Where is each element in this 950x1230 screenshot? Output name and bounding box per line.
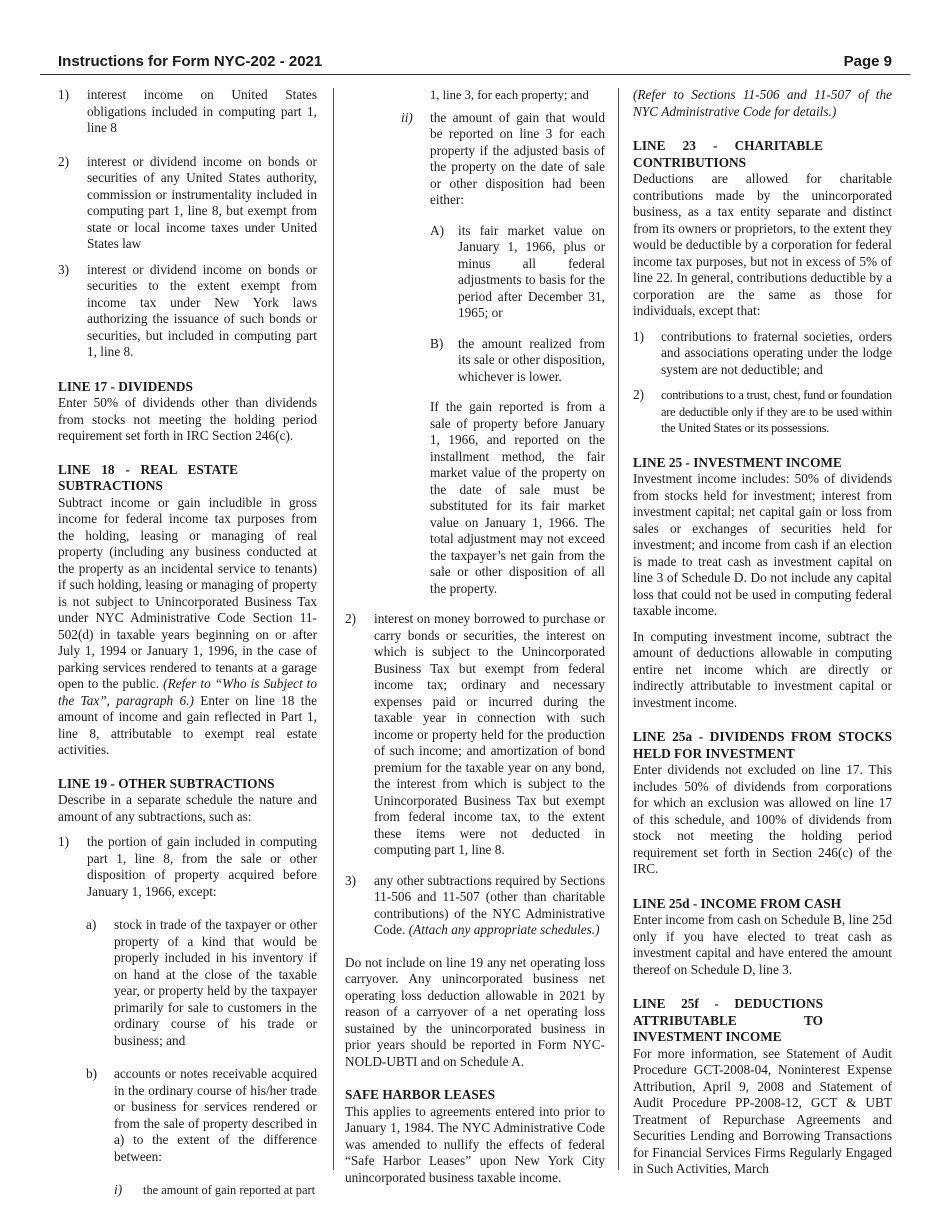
list-number: 3) (345, 872, 357, 888)
list-text: the amount of gain that would be reported on line 3 for each property if the adjusted basis of the property on the date of sale or other disposition had been either: (430, 109, 605, 207)
list-item (58, 154, 317, 253)
column-1 (58, 87, 317, 1199)
column-divider-1 (333, 88, 334, 1170)
list-text: the amount realized from its sale or other disposition, whichever is lower. (458, 335, 605, 384)
list-item (58, 834, 317, 900)
list-text: contributions to a trust, chest, fund or foundation are deductible only if they are to be used within the United States or its possessions. (661, 388, 892, 435)
list-number: 1) (58, 834, 70, 849)
document-title: Instructions for Form NYC-202 - 2021 (58, 53, 323, 70)
list-number: 2) (633, 387, 645, 402)
nol-note: Do not include on line 19 any net operating loss carryover. Any unincorporated business net operating loss deduction allowable in 2021 by reason of a carryover of a net operating loss sustained by the unincorporated business in prior years should be reported in Form NYC-NOLD-UBTI and on Schedule A. (345, 954, 605, 1069)
page-number: Page 9 (843, 53, 892, 70)
line19-text: Describe in a separate schedule the nature and amount of any subtractions, such as: (58, 792, 317, 824)
list-continuation: 1, line 3, for each property; and (430, 88, 589, 102)
list-text: accounts or notes receivable acquired in the ordinary course of his/her trade or business for services rendered or from the sale of property described in a) to the extent of the difference between: (114, 1066, 317, 1164)
list-number: a) (86, 917, 97, 932)
line18-heading: LINE 18 - REAL ESTATE SUBTRACTIONS (58, 461, 238, 493)
list-text: contributions to fraternal societies, orders and associations operating under the lodge system are not deductible; and (661, 328, 892, 377)
header-rule (40, 74, 910, 75)
installment-note: If the gain reported is from a sale of property before January 1, 1966, and reported on the installment method, the fair market value of the property on the date of sale must be substituted for its fair market value on January 1, 1966. The total adjustment may not exceed the taxpayer’s net gain from the sale or other disposition of all the property. (430, 399, 605, 596)
list-item (345, 110, 605, 209)
line25-text: Investment income includes: 50% of dividends from stocks held for investment; interest from investment capital; net capital gain or loss from sales or exchanges of securities held for investment; and income from cash if an election is made to treat cash as investment capital on line 3 of Schedule D. Do not include any capital loss that could not be used in computing federal taxable income. (633, 471, 892, 618)
list-text: interest income on United States obligations included in computing part 1, line 8 (87, 87, 317, 135)
list-item (58, 917, 317, 1049)
list-item (633, 387, 892, 437)
refer-note: (Refer to Sections 11-506 and 11-507 of the NYC Administrative Code for details.) (633, 87, 892, 119)
list-text: stock in trade of the taxpayer or other property of a kind that would be properly included in his inventory if on hand at the close of the taxable year, or property held by the taxpayer primarily for sale to customers in the ordinary course of his trade or business; and (114, 917, 317, 1048)
list-number: 2) (345, 611, 357, 626)
line25f-text: For more information, see Statement of Audit Procedure GCT-2008-04, Noninterest Expense Attribution, April 9, 2008 and Statement of Audit Procedure PP-2008-12, GCT & UBT Treatment of Repurchase Agreements and Securities Lending and Borrowing Transactions for Financial Services Firms Regularly Engaged in Such Activities, March (633, 1045, 892, 1176)
line17-heading: LINE 17 - DIVIDENDS (58, 378, 193, 394)
list-text: its fair market value on January 1, 1966, plus or minus all federal adjustments to basis for the period after December 31, 1965; or (458, 222, 605, 320)
list-item (345, 223, 605, 322)
column-3 (633, 87, 892, 1178)
line25-heading: LINE 25 - INVESTMENT INCOME (633, 454, 842, 470)
line18-text: Subtract income or gain includible in gross income for federal income tax purposes from the holding, leasing or managing of real property (including any business conducted at the property as an incidental service to tenants) if such holding, leasing or managing of property is not subject to Unincorporated Business Tax under NYC Administrative Code Section 11-502(d) in taxable years beginning on or after July 1, 1994 or January 1, 1996, in the case of parking services rendered to tenants at a garage open to the public. (Refer to “Who is Subject to the Tax”, paragraph 6.) Enter on line 18 the amount of income and gain reflected in Part 1, line 8, attributable to exempt real estate activities. (58, 494, 318, 757)
list-text: the portion of gain included in computing part 1, line 8, from the sale or other disposition of property acquired before January 1, 1966, except: (87, 834, 317, 899)
line17-text: Enter 50% of dividends other than dividends from stocks not meeting the holding period requirement set forth in IRC Section 246(c). (58, 395, 317, 443)
list-number: b) (86, 1066, 98, 1081)
list-item (58, 87, 317, 137)
line25f-heading: LINE 25f - DEDUCTIONS ATTRIBUTABLE TO INVESTMENT INCOME (633, 996, 823, 1044)
list-text: interest or dividend income on bonds or securities of any United States authority, commission or instrumentality included in computing part 1, line 8, but exempt from state or local income taxes under United States law (87, 153, 317, 251)
list-number: 1) (58, 87, 70, 102)
line25a-heading: LINE 25a - DIVIDENDS FROM STOCKS HELD FOR INVESTMENT (633, 729, 892, 761)
safe-harbor-heading: SAFE HARBOR LEASES (345, 1087, 495, 1102)
column-2 (345, 87, 605, 1186)
line25-text-2: In computing investment income, subtract the amount of deductions allowable in computing entire net income which are directly or indirectly attributable to investment capital or investment income. (633, 628, 892, 710)
list-number: ii) (401, 109, 413, 125)
list-item (345, 873, 605, 939)
list-item (58, 262, 317, 361)
line23-text: Deductions are allowed for charitable contributions made by the unincorporated business, as a tax entity separate and distinct from its owners or proprietors, to the extent they would be deductible by a corporation for federal income tax purposes, but not in excess of 5% of line 22. In general, contributions deductible by a corporation are the same as those for individuals, except that: (633, 171, 892, 318)
list-number: 1) (633, 328, 645, 344)
list-number: 3) (58, 261, 70, 277)
list-text: the amount of gain reported at part (143, 1183, 316, 1197)
line25a-text: Enter dividends not excluded on line 17. This includes 50% of dividends from corporations for which an exclusion was allowed on line 17 of this schedule, and 100% of dividends from stock not meeting the holding period requirement set forth in Section 246(c) of the IRC. (633, 762, 892, 876)
page-header (58, 52, 892, 74)
list-number: B) (430, 335, 444, 351)
line19-heading: LINE 19 - OTHER SUBTRACTIONS (58, 775, 275, 791)
line25d-text: Enter income from cash on Schedule B, line 25d only if you have elected to treat cash as investment capital and have entered the amount thereof on Schedule D, line 3. (633, 912, 892, 977)
list-item (345, 611, 605, 859)
list-text: interest on money borrowed to purchase or carry bonds or securities, the interest on which is subject to the Unincorporated Business Tax but exempt from federal income tax; ordinary and necessary expenses paid or incurred during the taxable year in connection with such income or property held for the production of such income; and amortization of bond premium for the taxable year on any bond, the interest from which is subject to the Unincorporated Business Tax but exempt from federal income tax, to the extent these items were not deducted in computing part 1, line 8. (374, 611, 605, 857)
column-divider-2 (618, 88, 619, 1170)
list-text: any other subtractions required by Sections 11-506 and 11-507 (other than charitable contributions) of the NYC Administrative Code. (Attach any appropriate schedules.) (374, 872, 605, 937)
list-item (58, 1182, 317, 1199)
list-item (345, 336, 605, 386)
list-item (58, 1066, 317, 1165)
list-text: interest or dividend income on bonds or securities to the extent exempt from income tax under New York laws authorizing the issuance of such bonds or securities, but included in computing part 1, line 8. (87, 261, 317, 359)
line23-heading: LINE 23 - CHARITABLE CONTRIBUTIONS (633, 138, 823, 170)
list-item (633, 329, 892, 379)
list-number: A) (430, 222, 445, 238)
list-number: 2) (58, 153, 70, 169)
safe-harbor-text: This applies to agreements entered into prior to January 1, 1984. The NYC Administrative Code was amended to nullify the effects of federal “Safe Harbor Leases” upon New York City unincorporated business taxable income. (345, 1103, 605, 1185)
list-number: i) (114, 1182, 123, 1197)
line25d-heading: LINE 25d - INCOME FROM CASH (633, 895, 841, 911)
